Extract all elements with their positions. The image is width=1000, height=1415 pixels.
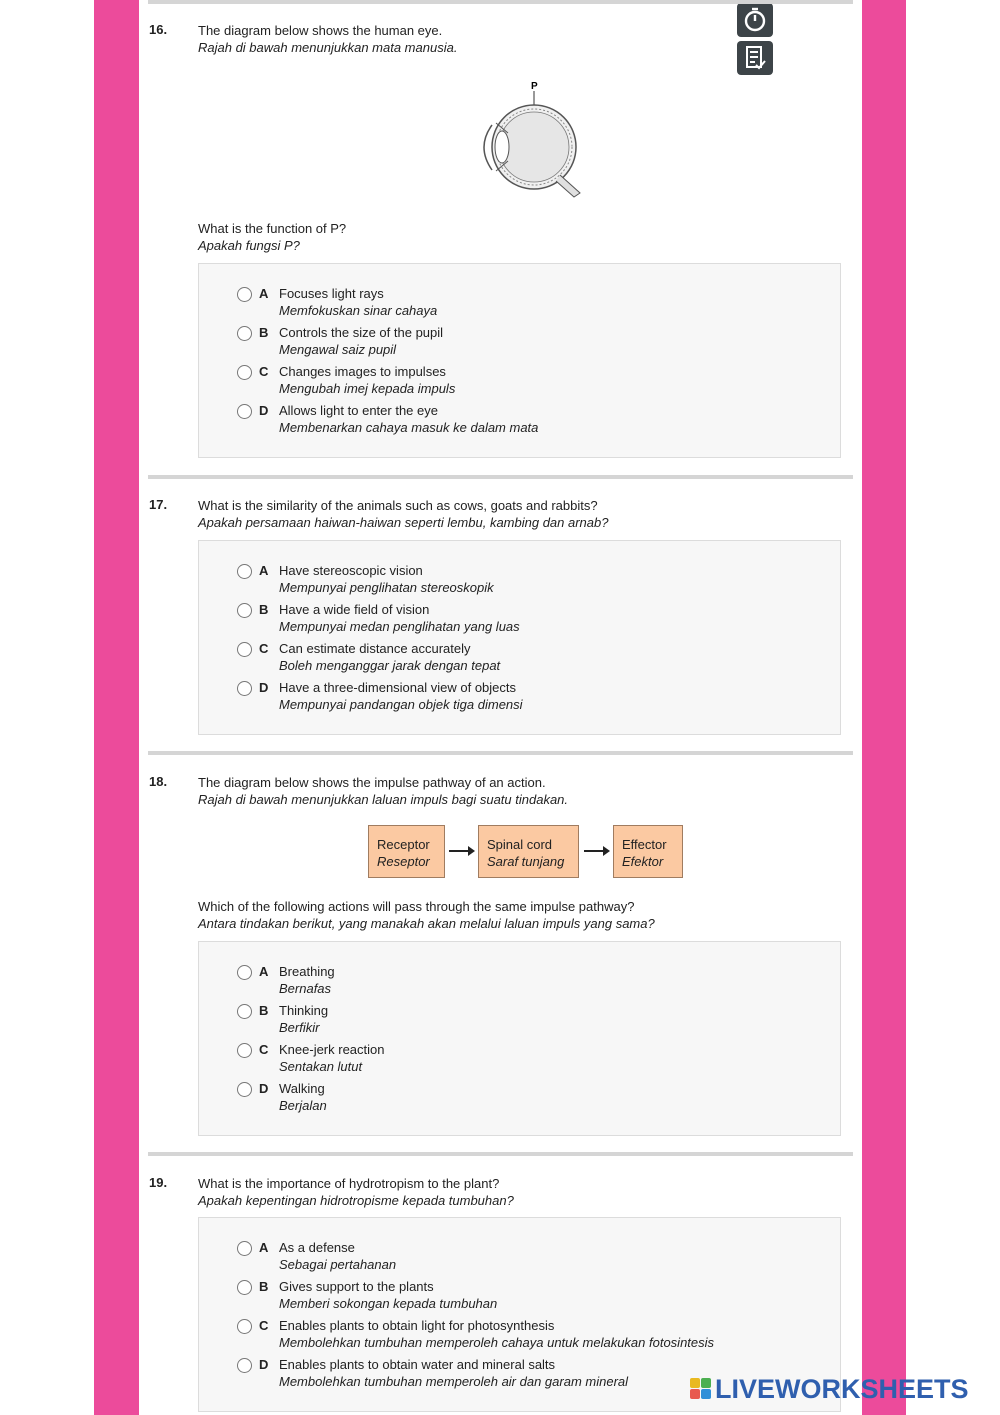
option-text	[279, 363, 455, 397]
option-letter: C	[259, 1042, 269, 1057]
option-english: Focuses light rays	[279, 286, 384, 301]
option-text	[279, 285, 437, 319]
option-letter: B	[259, 602, 269, 617]
label-p: P	[531, 81, 538, 92]
option-english: Have a three-dimensional view of objects	[279, 680, 517, 695]
option-text	[279, 1080, 327, 1114]
stem-english: What is the similarity of the animals such as cows, goats and rabbits?	[198, 498, 598, 513]
option-letter: C	[259, 364, 269, 379]
checklist-icon	[737, 41, 773, 75]
flow-box-receptor	[368, 825, 445, 878]
flow-malay: Efektor	[622, 854, 664, 869]
option-malay: Berfikir	[279, 1020, 320, 1035]
option-text	[279, 1041, 385, 1075]
question-number: 17.	[149, 497, 168, 512]
option-text	[279, 402, 538, 436]
option-malay: Membolehkan tumbuhan memperoleh air dan garam mineral	[279, 1374, 629, 1389]
flow-english: Spinal cord	[487, 837, 553, 852]
option-malay: Memberi sokongan kepada tumbuhan	[279, 1296, 498, 1311]
option-text	[279, 1278, 497, 1312]
radio-button[interactable]	[237, 965, 252, 980]
radio-button[interactable]	[237, 365, 252, 380]
radio-button[interactable]	[237, 642, 252, 657]
option-malay: Mempunyai penglihatan stereoskopik	[279, 580, 494, 595]
option-text	[279, 1356, 628, 1390]
ask-english: What is the function of P?	[198, 221, 347, 236]
radio-button[interactable]	[237, 1358, 252, 1373]
radio-button[interactable]	[237, 1319, 252, 1334]
radio-button[interactable]	[237, 681, 252, 696]
flow-arrow	[584, 850, 608, 852]
option-text	[279, 679, 523, 713]
stem-malay: Apakah persamaan haiwan-haiwan seperti lembu, kambing dan arnab?	[198, 515, 609, 530]
option-malay: Sentakan lutut	[279, 1059, 363, 1074]
option-english: Have a wide field of vision	[279, 602, 430, 617]
option-malay: Berjalan	[279, 1098, 327, 1113]
question-stem	[198, 22, 457, 56]
question-stem	[198, 1175, 514, 1209]
radio-button[interactable]	[237, 1280, 252, 1295]
option-letter: A	[259, 1240, 269, 1255]
flow-english: Effector	[622, 837, 667, 852]
timer-icon	[737, 3, 773, 37]
option-malay: Mempunyai medan penglihatan yang luas	[279, 619, 520, 634]
question-stem	[198, 774, 568, 808]
option-malay: Membolehkan tumbuhan memperoleh cahaya untuk melakukan fotosintesis	[279, 1335, 715, 1350]
logo-mark-icon	[690, 1378, 712, 1400]
question-number: 19.	[149, 1175, 168, 1190]
stem-malay: Rajah di bawah menunjukkan mata manusia.	[198, 40, 458, 55]
radio-button[interactable]	[237, 404, 252, 419]
option-text	[279, 640, 500, 674]
flow-malay: Reseptor	[377, 854, 430, 869]
radio-button[interactable]	[237, 1241, 252, 1256]
stem-english: The diagram below shows the impulse pathway of an action.	[198, 775, 546, 790]
option-text	[279, 324, 443, 358]
logo-text: LIVEWORKSHEETS	[715, 1374, 969, 1404]
flow-box-effector	[613, 825, 683, 878]
option-text	[279, 1002, 328, 1036]
flow-box-spinal-cord	[478, 825, 579, 878]
stem-english: What is the importance of hydrotropism to the plant?	[198, 1176, 500, 1191]
right-pink-border	[862, 0, 906, 1415]
option-malay: Mempunyai pandangan objek tiga dimensi	[279, 697, 523, 712]
question-number: 18.	[149, 774, 168, 789]
option-letter: A	[259, 964, 269, 979]
option-malay: Memfokuskan sinar cahaya	[279, 303, 438, 318]
radio-button[interactable]	[237, 1004, 252, 1019]
option-text	[279, 601, 520, 635]
option-malay: Mengubah imej kepada impuls	[279, 381, 456, 396]
option-text	[279, 1239, 396, 1273]
option-english: Changes images to impulses	[279, 364, 446, 379]
option-english: Thinking	[279, 1003, 329, 1018]
option-english: Enables plants to obtain light for photosynthesis	[279, 1318, 555, 1333]
option-letter: D	[259, 680, 269, 695]
option-malay: Bernafas	[279, 981, 332, 996]
checklist-button[interactable]	[737, 41, 773, 75]
option-english: Controls the size of the pupil	[279, 325, 444, 340]
liveworksheets-logo	[690, 1374, 969, 1405]
option-letter: D	[259, 1357, 269, 1372]
option-malay: Boleh menganggar jarak dengan tepat	[279, 658, 501, 673]
stem-malay: Apakah kepentingan hidrotropisme kepada tumbuhan?	[198, 1193, 514, 1208]
option-malay: Mengawal saiz pupil	[279, 342, 397, 357]
option-malay: Sebagai pertahanan	[279, 1257, 397, 1272]
left-pink-border	[94, 0, 139, 1415]
option-english: Gives support to the plants	[279, 1279, 434, 1294]
option-letter: B	[259, 325, 269, 340]
ask-english: Which of the following actions will pass through the same impulse pathway?	[198, 899, 635, 914]
divider	[148, 475, 853, 479]
ask-malay: Apakah fungsi P?	[198, 238, 300, 253]
options-box	[198, 540, 841, 735]
option-english: Have stereoscopic vision	[279, 563, 423, 578]
option-text	[279, 1317, 714, 1351]
option-text	[279, 963, 335, 997]
stem-malay: Rajah di bawah menunjukkan laluan impuls bagi suatu tindakan.	[198, 792, 569, 807]
radio-button[interactable]	[237, 287, 252, 302]
option-letter: D	[259, 1081, 269, 1096]
question-number: 16.	[149, 22, 168, 37]
flow-malay: Saraf tunjang	[487, 854, 565, 869]
option-english: Allows light to enter the eye	[279, 403, 438, 418]
options-box	[198, 941, 841, 1136]
option-english: Breathing	[279, 964, 335, 979]
option-letter: C	[259, 641, 269, 656]
flow-english: Receptor	[377, 837, 430, 852]
option-english: Walking	[279, 1081, 325, 1096]
radio-button[interactable]	[237, 326, 252, 341]
option-english: Enables plants to obtain water and mineral salts	[279, 1357, 556, 1372]
question-ask	[198, 220, 346, 254]
flow-arrow	[449, 850, 473, 852]
question-ask	[198, 898, 655, 932]
option-english: Can estimate distance accurately	[279, 641, 471, 656]
option-letter: B	[259, 1279, 269, 1294]
option-letter: A	[259, 563, 269, 578]
options-box	[198, 263, 841, 458]
option-english: Knee-jerk reaction	[279, 1042, 385, 1057]
option-malay: Membenarkan cahaya masuk ke dalam mata	[279, 420, 539, 435]
option-letter: A	[259, 286, 269, 301]
radio-button[interactable]	[237, 603, 252, 618]
radio-button[interactable]	[237, 1043, 252, 1058]
option-letter: D	[259, 403, 269, 418]
option-english: As a defense	[279, 1240, 355, 1255]
option-letter: B	[259, 1003, 269, 1018]
divider	[148, 1152, 853, 1156]
ask-malay: Antara tindakan berikut, yang manakah akan melalui laluan impuls yang sama?	[198, 916, 655, 931]
option-letter: C	[259, 1318, 269, 1333]
radio-button[interactable]	[237, 1082, 252, 1097]
option-text	[279, 562, 494, 596]
divider	[148, 751, 853, 755]
stem-english: The diagram below shows the human eye.	[198, 23, 443, 38]
divider	[148, 0, 853, 4]
radio-button[interactable]	[237, 564, 252, 579]
question-stem	[198, 497, 608, 531]
eye-diagram	[468, 75, 593, 200]
timer-button[interactable]	[737, 3, 773, 37]
